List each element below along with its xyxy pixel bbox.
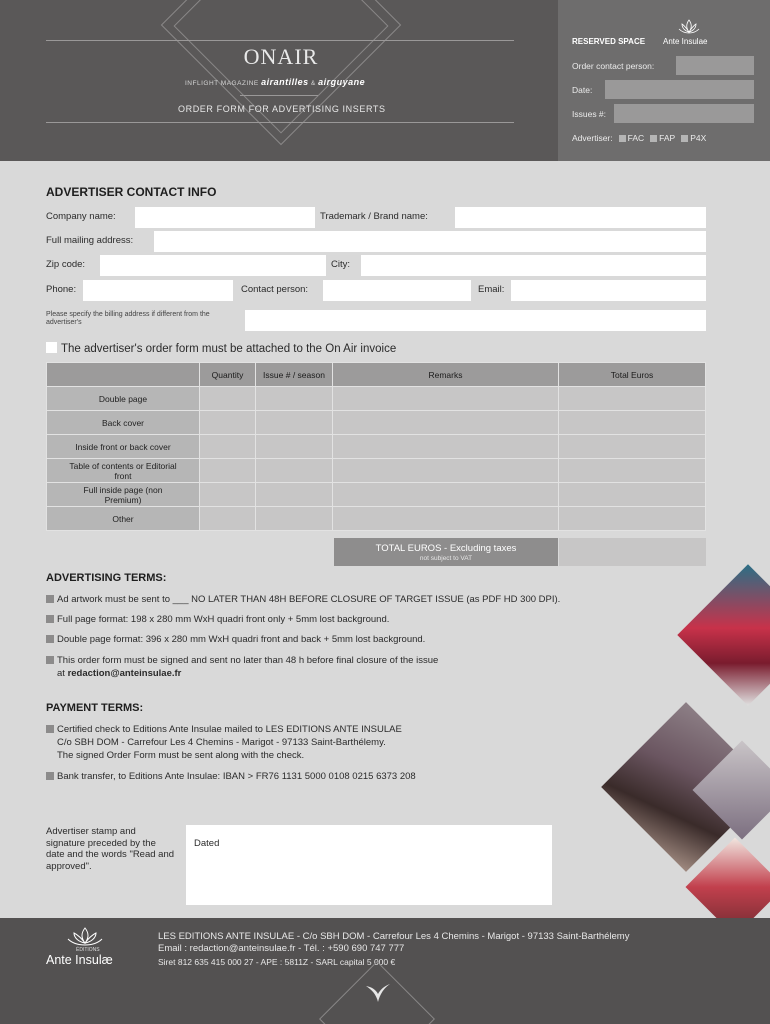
remarks-cell[interactable] [333, 411, 559, 435]
magazine-line [185, 77, 365, 87]
quantity-cell[interactable] [200, 435, 256, 459]
checkbox-fac[interactable] [619, 135, 626, 142]
table-row [47, 507, 706, 531]
contact-person-field[interactable] [323, 280, 471, 301]
quantity-cell[interactable] [200, 483, 256, 507]
stamp-instructions: Advertiser stamp and signature preceded by the date and the words "Read and approved". [46, 826, 175, 872]
quantity-cell[interactable] [200, 507, 256, 531]
dated-label: Dated [194, 838, 220, 849]
term-item [46, 613, 666, 626]
billing-address-field[interactable] [245, 310, 706, 331]
remarks-cell[interactable] [333, 387, 559, 411]
email-field[interactable] [511, 280, 706, 301]
total-cell[interactable] [559, 459, 706, 483]
row-label: Table of contents or Editorial front [47, 459, 200, 483]
email-label: Email: [478, 284, 505, 295]
footer-contact: Email : redaction@anteinsulae.fr - Tél. : +590 690 747 777 [158, 943, 405, 954]
order-contact-field[interactable] [676, 56, 754, 75]
city-field[interactable] [361, 255, 706, 276]
signature-field[interactable] [186, 825, 552, 905]
quantity-cell[interactable] [200, 387, 256, 411]
bullet-square-icon [46, 635, 54, 643]
zip-field[interactable] [100, 255, 326, 276]
remarks-cell[interactable] [333, 435, 559, 459]
payment-bank-text: Bank transfer, to Editions Ante Insulae: IBAN > FR76 1131 5000 0108 0215 6373 208 [57, 771, 416, 782]
attach-note-text: The advertiser's order form must be attached to the On Air invoice [61, 343, 397, 355]
bullet-square-icon [46, 725, 54, 733]
total-cell[interactable] [559, 411, 706, 435]
term-item [46, 633, 666, 646]
bullet-square-icon [46, 615, 54, 623]
payment-bank-item [46, 770, 646, 783]
mailing-label: Full mailing address: [46, 235, 134, 246]
lotus-icon [66, 927, 104, 949]
billing-note: Please specify the billing address if different from the advertiser's [46, 311, 210, 326]
zip-label: Zip code: [46, 259, 86, 270]
header-divider-mid [240, 95, 318, 96]
issues-field[interactable] [614, 104, 754, 123]
table-row [47, 483, 706, 507]
option-fac: FAC [627, 133, 645, 143]
header-divider-bottom [46, 122, 514, 123]
ampersand: & [310, 80, 316, 87]
issues-label: Issues #: [572, 109, 607, 119]
row-label: Full inside page (non Premium) [47, 483, 200, 507]
trademark-field[interactable] [455, 207, 706, 228]
advertiser-label: Advertiser: [572, 133, 613, 143]
header-cell-issue: Issue # / season [256, 363, 333, 387]
remarks-cell[interactable] [333, 507, 559, 531]
option-fap: FAP [659, 133, 676, 143]
reserved-space-title: RESERVED SPACE [572, 37, 646, 46]
total-euros-field[interactable] [559, 538, 706, 566]
option-p4x: P4X [690, 133, 707, 143]
advertising-terms-heading: ADVERTISING TERMS: [46, 572, 167, 584]
total-cell[interactable] [559, 435, 706, 459]
date-field[interactable] [605, 80, 754, 99]
term-text: Double page format: 396 x 280 mm WxH quadri front and back + 5mm lost background. [57, 634, 426, 645]
order-form-title: ORDER FORM FOR ADVERTISING INSERTS [178, 104, 386, 114]
payment-check-item [46, 723, 646, 762]
payment-check-line-2: C/o SBH DOM - Carrefour Les 4 Chemins - Marigot - 97133 Saint-Barthélemy. [57, 737, 386, 748]
total-sublabel: not subject to VAT [419, 555, 473, 562]
footer-legal: Siret 812 635 415 000 27 - APE : 5811Z - SARL capital 5 000 € [158, 957, 396, 967]
attach-checkbox[interactable] [46, 342, 57, 353]
header-cell-item [47, 363, 200, 387]
header-divider-top [46, 40, 514, 41]
issue-cell[interactable] [256, 459, 333, 483]
term-text: Full page format: 198 x 280 mm WxH quadri front only + 5mm lost background. [57, 614, 390, 625]
phone-field[interactable] [83, 280, 233, 301]
header-cell-total: Total Euros [559, 363, 706, 387]
quantity-cell[interactable] [200, 411, 256, 435]
term-item [46, 654, 666, 680]
term-item [46, 593, 686, 606]
quantity-cell[interactable] [200, 459, 256, 483]
bullet-square-icon [46, 772, 54, 780]
total-label: TOTAL EUROS - Excluding taxes [375, 543, 517, 554]
header [0, 0, 770, 161]
table-row [47, 435, 706, 459]
lotus-icon [678, 19, 700, 35]
bird-icon [364, 980, 392, 1010]
footer-brand: Ante Insulæ [46, 953, 113, 967]
issue-cell[interactable] [256, 411, 333, 435]
total-cell[interactable] [559, 387, 706, 411]
bullet-square-icon [46, 595, 54, 603]
total-cell[interactable] [559, 507, 706, 531]
term-text: Ad artwork must be sent to ___ NO LATER THAN 48H BEFORE CLOSURE OF TARGET ISSUE (as PDF HD 300 DPI). [57, 594, 561, 605]
date-label: Date: [572, 85, 593, 95]
trademark-label: Trademark / Brand name: [320, 211, 428, 222]
company-field[interactable] [135, 207, 315, 228]
reserved-space-brand: Ante Insulae [663, 37, 708, 46]
company-label: Company name: [46, 211, 116, 222]
row-label: Inside front or back cover [47, 435, 200, 459]
contact-heading: ADVERTISER CONTACT INFO [46, 185, 217, 199]
onair-logo: ONAIR [243, 44, 319, 69]
email-prefix: at [57, 668, 65, 679]
table-row [47, 387, 706, 411]
checkbox-fap[interactable] [650, 135, 657, 142]
table-row [47, 411, 706, 435]
row-label: Double page [47, 387, 200, 411]
term-text: This order form must be signed and sent no later than 48 h before final closure of the issue [57, 655, 439, 666]
total-cell[interactable] [559, 483, 706, 507]
header-cell-remarks: Remarks [333, 363, 559, 387]
airline-2: airguyane [318, 77, 366, 87]
advertiser-options [572, 133, 706, 143]
footer-editions-label: ÉDITIONS [76, 947, 100, 953]
footer-address: LES EDITIONS ANTE INSULAE - C/o SBH DOM - Carrefour Les 4 Chemins - Marigot - 97133 Saint-Barthélemy [158, 931, 630, 942]
table-row [47, 459, 706, 483]
city-label: City: [331, 259, 350, 270]
issue-cell[interactable] [256, 435, 333, 459]
magazine-label: INFLIGHT MAGAZINE [185, 80, 259, 87]
remarks-cell[interactable] [333, 483, 559, 507]
issue-cell[interactable] [256, 387, 333, 411]
total-label-bar [334, 538, 558, 566]
checkbox-p4x[interactable] [681, 135, 688, 142]
order-table [46, 362, 706, 531]
payment-terms-heading: PAYMENT TERMS: [46, 702, 144, 714]
issue-cell[interactable] [256, 507, 333, 531]
payment-check-line-1: Certified check to Editions Ante Insulae mailed to LES EDITIONS ANTE INSULAE [57, 724, 402, 735]
issue-cell[interactable] [256, 483, 333, 507]
attach-note [46, 342, 396, 355]
contact-person-label: Contact person: [241, 284, 309, 295]
remarks-cell[interactable] [333, 459, 559, 483]
order-contact-label: Order contact person: [572, 61, 655, 71]
cover-image-tile-1 [677, 564, 770, 705]
bullet-square-icon [46, 656, 54, 664]
table-header-row [47, 363, 706, 387]
row-label: Back cover [47, 411, 200, 435]
phone-label: Phone: [46, 284, 77, 295]
terms-email-link[interactable]: redaction@anteinsulae.fr [67, 668, 182, 679]
header-cell-quantity: Quantity [200, 363, 256, 387]
airline-1: airantilles [261, 77, 309, 87]
mailing-field[interactable] [154, 231, 706, 252]
row-label: Other [47, 507, 200, 531]
payment-check-line-3: The signed Order Form must be sent along with the check. [57, 750, 305, 761]
